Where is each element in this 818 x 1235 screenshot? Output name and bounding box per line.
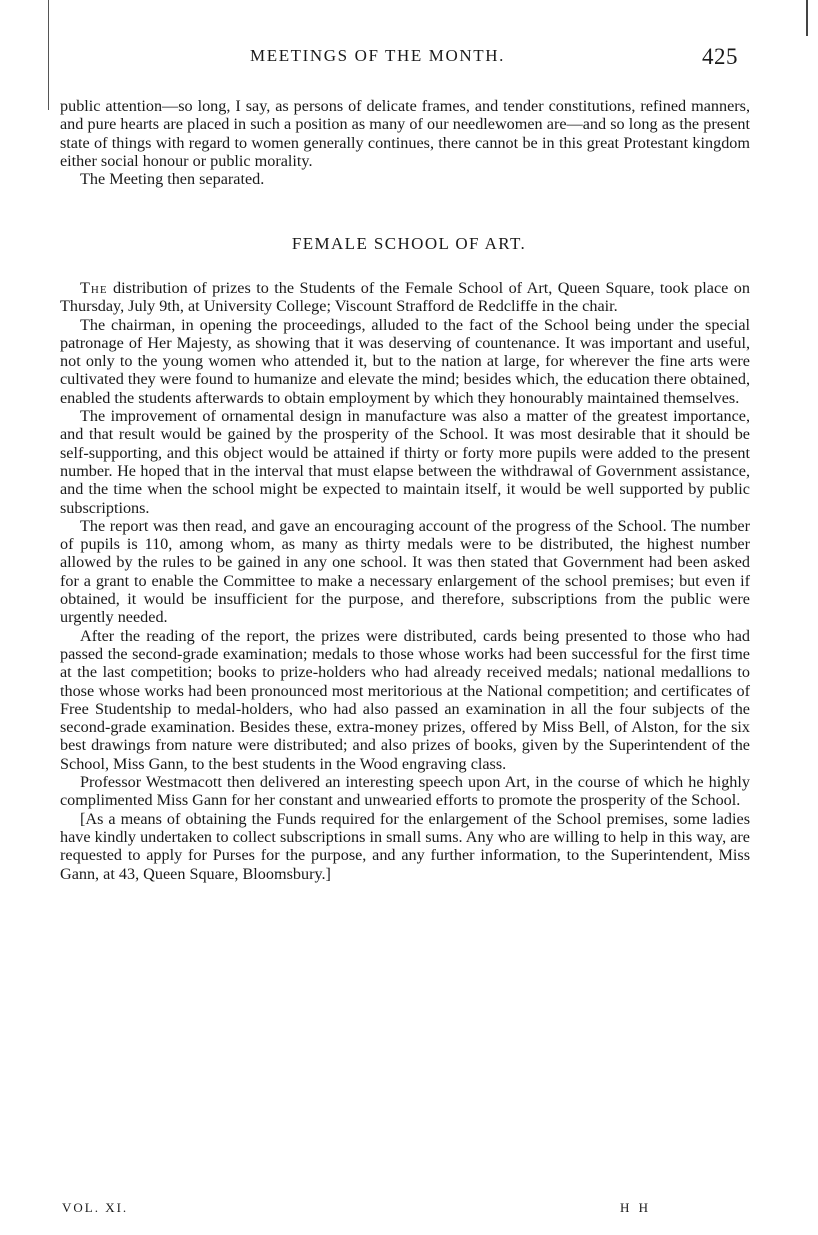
continuation-paragraph: public attention—so long, I say, as persons of delicate frames, and tender constitutions, refined manners, and pure hearts are placed in such a position as many of our needlewomen are—and so long as the present state of things with regard to women generally continues, there cannot be in this great Protestant kingdom either social honour or public morality. xyxy=(60,97,750,170)
page-number: 425 xyxy=(702,44,738,69)
volume-label: VOL. XI. xyxy=(62,1200,129,1215)
running-title: MEETINGS OF THE MONTH. xyxy=(250,46,505,65)
article-body xyxy=(60,279,750,883)
continuation-text xyxy=(60,97,750,188)
drop-word: The xyxy=(80,279,108,297)
edge-mark xyxy=(806,0,808,36)
meeting-closing-line: The Meeting then separated. xyxy=(80,170,265,189)
article-paragraph-2: The chairman, in opening the proceedings, alluded to the fact of the School being under the special patronage of Her Majesty, as showing that it was deserving of countenance. It was important and useful, not only to the young women who attended it, but to the nation at large, for wherever the fine arts were cultivated they were found to humanize and elevate the mind; besides which, the education there obtained, enabled the students afterwards to obtain employment by which they honourably maintained themselves. xyxy=(60,315,750,407)
article-paragraph-1 xyxy=(60,279,750,316)
article-paragraph-7: [As a means of obtaining the Funds required for the enlargement of the School premises, some ladies have kindly undertaken to collect subscriptions in small sums. Any who are willing to help in this way, are requested to apply for Purses for the purpose, and any further information, to the Superintendent, Miss Gann, at 43, Queen Square, Bloomsbury.] xyxy=(60,809,750,883)
signature-mark: H H xyxy=(620,1200,652,1215)
paragraph-text: distribution of prizes to the Students of the Female School of Art, Queen Square, took place on Thursday, July 9th, at University College; Viscount Strafford de Redcliffe in the chair. xyxy=(60,279,750,316)
margin-rule xyxy=(48,0,49,110)
article-paragraph-5: After the reading of the report, the prizes were distributed, cards being presented to those who had passed the second-grade examination; medals to those whose works had been successful for the first time at the last competition; books to prize-holders who had already received medals; national medallions to those whose works had been pronounced most meritorious at the National competition; and certificates of Free Studentship to medal-holders, who had also passed an examination in all the four subjects of the second-grade examination. Besides these, extra-money prizes, offered by Miss Bell, of Alston, for the six best drawings from nature were distributed; and also prizes of books, given by the Superintendent of the School, Miss Gann, to the best students in the Wood engraving class. xyxy=(60,626,750,773)
article-paragraph-6: Professor Westmacott then delivered an interesting speech upon Art, in the course of which he highly complimented Miss Gann for her constant and unwearied efforts to promote the prosperity of the School. xyxy=(60,773,750,810)
article-title: FEMALE SCHOOL OF ART. xyxy=(291,234,527,253)
article-paragraph-4: The report was then read, and gave an encouraging account of the progress of the School. The number of pupils is 110, among whom, as many as thirty medals were to be distributed, the highest number allowed by the rules to be gained in any one school. It was then stated that Government had been asked for a grant to enable the Committee to make a necessary enlargement of the school premises; but even if obtained, it would be insufficient for the purpose, and therefore, subscriptions from the public were urgently needed. xyxy=(60,516,750,627)
article-paragraph-3: The improvement of ornamental design in manufacture was also a matter of the greatest importance, and that result would be gained by the prosperity of the School. It was most desirable that it should be self-supporting, and this object would be attained if thirty or forty more pupils were added to the present number. He hoped that in the interval that must elapse between the withdrawal of Government assistance, and the time when the school might be expected to maintain itself, it would be well supported by public subscriptions. xyxy=(60,407,750,517)
